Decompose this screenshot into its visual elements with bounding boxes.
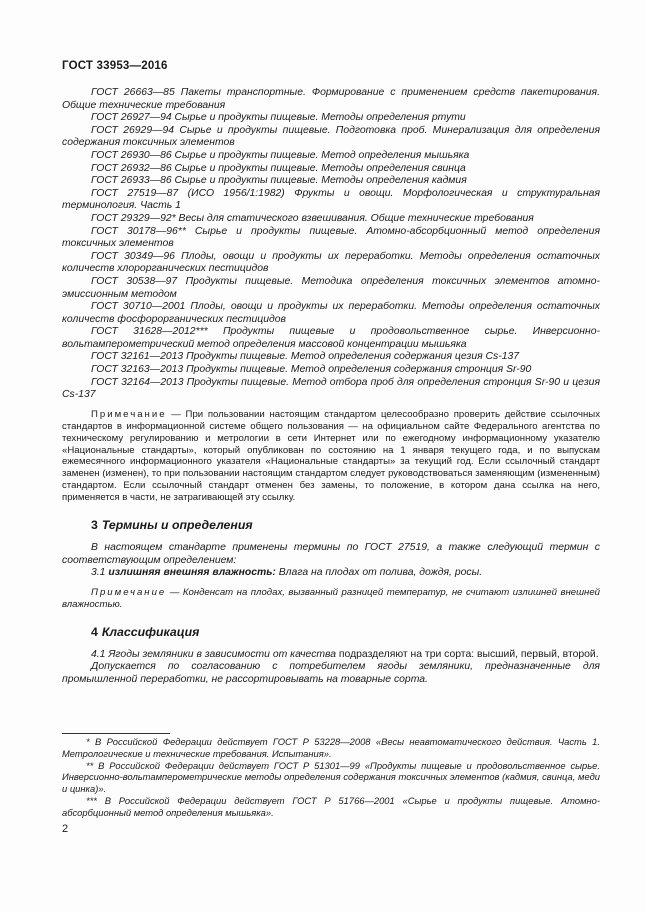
footnote-separator (62, 733, 170, 734)
clause-text: подразделяют на три сорта: высший, первый, второй. (336, 648, 599, 660)
reference-item: ГОСТ 30710—2001 Плоды, овощи и продукты их переработки. Методы определения остаточных количеств фосфорорганических пестицидов (62, 301, 600, 325)
term-number: 3.1 (91, 567, 106, 579)
reference-item: ГОСТ 26663—85 Пакеты транспортные. Формирование с применением средств пакетирования. Общие технические требования (62, 87, 600, 111)
reference-item: ГОСТ 26930—86 Сырье и продукты пищевые. Метод определения мышьяка (91, 149, 470, 161)
section-number: 3 (91, 518, 98, 533)
note-text: — При пользовании настоящим стандартом целесообразно проверить действие ссылочных стандартов в информационной системе общего пользования — на официальном сайте Федерального агентства по техническому регулированию и метрологии в сети Интернет или по ежегодному информационному указателю «Национальные стандарты», который опубликован по состоянию на 1 января текущего года, и по выпускам ежемесячного информационного указателя «Национальные стандарты» за текущий год. Если ссылочный стандарт заменен (изменен), то при пользовании настоящим стандартом следует руководствоваться заменяющим (измененным) стандартом. Если ссылочный стандарт отменен без замены, то положение, в котором дана ссылка на него, применяется в части, не затрагивающей эту ссылку. (62, 408, 600, 504)
reference-item: ГОСТ 30538—97 Продукты пищевые. Методика определения токсичных элементов атомно-эмиссионным методом (62, 275, 600, 300)
reference-item: ГОСТ 32161—2013 Продукты пищевые. Метод определения содержания цезия Cs-137 (91, 351, 520, 363)
reference-item: ГОСТ 29329—92* Весы для статического взвешивания. Общие технические требования (91, 212, 534, 224)
section-3-heading (91, 518, 600, 532)
reference-item: ГОСТ 31628—2012*** Продукты пищевые и продовольственное сырье. Инверсионно-вольтамперометрический метод определения массовой концентрации мышьяка (62, 326, 600, 350)
clause-text-italic: 4.1 Ягоды земляники в зависимости от качества (91, 648, 337, 660)
footnote: * В Российской Федерации действует ГОСТ Р 53228—2008 «Весы неавтоматического действия. Часть 1. Метрологические и технические требования. Испытания». (62, 736, 600, 759)
section-title: Термины и определения (101, 518, 253, 533)
reference-item: ГОСТ 26933—86 Сырье и продукты пищевые. Методы определения кадмия (91, 175, 467, 187)
section-number: 4 (91, 624, 98, 639)
term-definition (62, 567, 600, 580)
note-label: Примечание (91, 408, 167, 420)
section-4-paragraph-2: Допускается по согласованию с потребителем ягоды земляники, предназначенные для промышленной переработки, не рассортировывать на товарные сорта. (62, 661, 600, 685)
reference-item: ГОСТ 32163—2013 Продукты пищевые. Метод определения содержания стронция Sr-90 (91, 364, 532, 376)
footnotes (62, 736, 600, 819)
footnote: ** В Российской Федерации действует ГОСТ Р 51301—99 «Продукты пищевые и продовольственное сырье. Инверсионно-вольтамперометрические методы определения содержания токсичных элементов (кадмия, свинца, меди и цинка)». (62, 759, 600, 795)
page-number: 2 (62, 823, 69, 835)
term-name: излишняя внешняя влажность: (108, 567, 276, 579)
reference-item: ГОСТ 30178—96** Сырье и продукты пищевые. Атомно-абсорбционный метод определения токсичных элементов (62, 225, 600, 250)
references-note (62, 409, 600, 504)
term-definition-text: Влага на плодах от полива, дождя, росы. (275, 567, 483, 579)
reference-item: ГОСТ 26932—86 Сырье и продукты пищевые. Методы определения свинца (91, 162, 466, 174)
reference-item: ГОСТ 26929—94 Сырье и продукты пищевые. Подготовка проб. Минерализация для определения содержания токсичных элементов (62, 124, 600, 149)
note-text: — Конденсат на плодах, вызванный разницей температур, не считают излишней внешней влажностью. (62, 586, 600, 610)
reference-item: ГОСТ 27519—87 (ИСО 1956/1:1982) Фрукты и овощи. Морфологическая и структуральная терминология. Часть 1 (62, 187, 600, 212)
normative-references-list (62, 87, 600, 402)
reference-item: ГОСТ 32164—2013 Продукты пищевые. Метод отбора проб для определения стронция Sr-90 и цезия Cs-137 (62, 376, 600, 401)
footnote: *** В Российской Федерации действует ГОСТ Р 51766—2001 «Сырье и продукты пищевые. Атомно-абсорбционный метод определения мышьяка». (62, 794, 600, 818)
term-note (62, 587, 600, 611)
reference-item: ГОСТ 26927—94 Сырье и продукты пищевые. Методы определения ртути (91, 112, 466, 124)
note-label: Примечание (91, 586, 167, 598)
doc-number-header: ГОСТ 33953—2016 (62, 60, 168, 72)
section-3-intro: В настоящем стандарте применены термины по ГОСТ 27519, а также следующий термин с соответствующим определением: (62, 542, 600, 566)
document-body (62, 87, 600, 686)
section-4-paragraph-1 (62, 649, 600, 662)
section-title: Классификация (101, 624, 200, 639)
section-4-heading (91, 625, 600, 639)
reference-item: ГОСТ 30349—96 Плоды, овощи и продукты их переработки. Методы определения остаточных количеств хлорорганических пестицидов (62, 250, 600, 275)
